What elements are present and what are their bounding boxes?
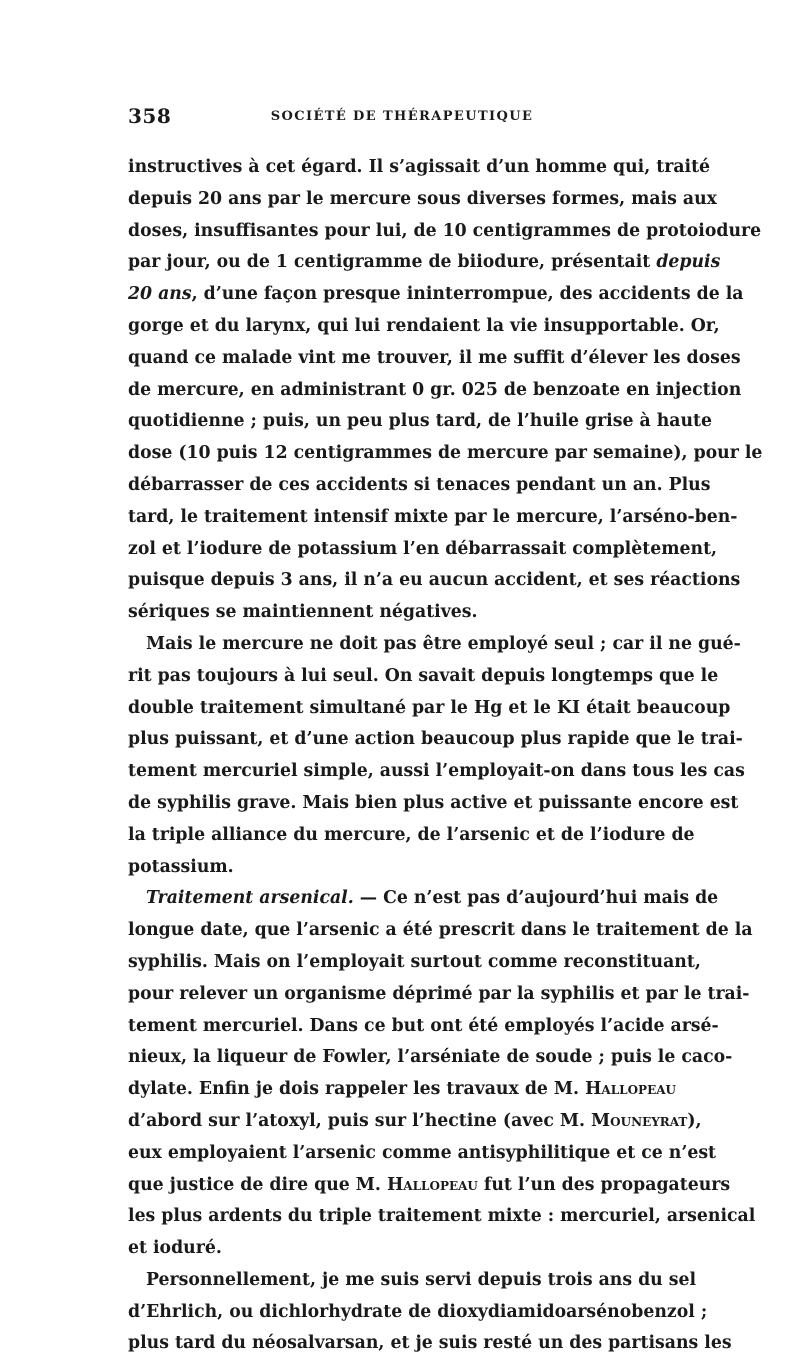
text-line: pour relever un organisme déprimé par la syphilis et par le trai- [128,983,750,1004]
author-name: Mouneyrat [591,1110,688,1131]
text-line: plus tard du néosalvarsan, et je suis resté un des partisans les [128,1333,732,1354]
text-line: les plus ardents du triple traitement mixte : mercuriel, arsenical [128,1206,756,1227]
text-line [128,1170,731,1202]
text-segment: 20 [128,284,153,305]
text-line: et ioduré. [128,1238,222,1259]
section-heading: Traitement arsenical. [146,888,354,909]
text-line [128,1074,676,1106]
author-name: Hallopeau [585,1079,677,1100]
text-line: syphilis. Mais on l’employait surtout comme reconstituant, [128,951,701,972]
text-line: Personnellement, je me suis servi depuis trois ans du sel [146,1269,697,1290]
text-segment: d’abord sur l’atoxyl, puis sur l’hectine (avec M. [128,1110,586,1131]
text-line [128,1106,702,1138]
text-line [128,279,744,311]
text-segment: fut l’un des propagateurs [477,1174,731,1195]
text-line: tard, le traitement intensif mixte par le mercure, l’arséno-ben- [128,506,738,527]
text-line: longue date, que l’arsenic a été prescrit dans le traitement de la [128,920,753,941]
text-line: de syphilis grave. Mais bien plus active et puissante encore est [128,792,739,813]
page-number: 358 [128,104,172,128]
text-line: double traitement simultané par le Hg et le KI était beaucoup [128,697,731,718]
text-segment: , d’une façon presque ininterrompue, des accidents de la [191,284,744,305]
text-line: potassium. [128,856,234,877]
text-segment: par jour, ou de 1 centigramme de biiodure, présentait [128,252,651,273]
text-segment: — Ce n’est pas d’aujourd’hui mais de [353,888,719,909]
text-line: d’Ehrlich, ou dichlorhydrate de dioxydiamidoarsénobenzol ; [128,1301,708,1322]
italic-emphasis: depuis [656,252,721,273]
text-line: quotidienne ; puis, un peu plus tard, de l’huile grise à haute [128,411,712,432]
text-line: instructives à cet égard. Il s’agissait d’un homme qui, traité [128,157,711,177]
text-line: Mais le mercure ne doit pas être employé seul ; car il ne gué- [146,633,741,654]
text-line: tement mercuriel simple, aussi l’employait-on dans tous les cas [128,761,745,782]
text-line: eux employaient l’arsenic comme antisyphilitique et ce n’est [128,1142,717,1163]
text-segment: dylate. Enfin je dois rappeler les travaux de M. [128,1079,580,1100]
text-line: de mercure, en administrant 0 gr. 025 de benzoate en injection [128,379,742,400]
text-line: dose (10 puis 12 centigrammes de mercure par semaine), pour le [128,443,763,464]
text-line: la triple alliance du mercure, de l’arsenic et de l’iodure de [128,824,695,845]
text-line [128,883,719,915]
text-line: rit pas toujours à lui seul. On savait depuis longtemps que le [128,665,719,686]
text-line: nieux, la liqueur de Fowler, l’arséniate de soude ; puis le caco- [128,1047,733,1068]
text-segment: ), [687,1110,702,1131]
text-segment: que justice de dire que M. [128,1174,381,1195]
text-line: quand ce malade vint me trouver, il me suffit d’élever les doses [128,347,741,368]
body-text [128,152,763,1360]
author-name: Hallopeau [386,1174,478,1195]
text-line: débarrasser de ces accidents si tenaces pendant un an. Plus [128,474,711,495]
text-line: sériques se maintiennent négatives. [128,602,478,623]
italic-emphasis [128,284,192,304]
text-line: doses, insuffisantes pour lui, de 10 centigrammes de protoiodure [128,220,762,241]
page-header [128,104,676,134]
text-line [128,247,721,279]
text-line: tement mercuriel. Dans ce but ont été employés l’acide arsé- [128,1015,719,1036]
text-segment: ans [158,284,192,305]
running-title: SOCIÉTÉ DE THÉRAPEUTIQUE [270,109,534,124]
text-line: puisque depuis 3 ans, il n’a eu aucun accident, et ses réactions [128,570,741,591]
text-line: depuis 20 ans par le mercure sous diverses formes, mais aux [128,188,717,209]
text-line: gorge et du larynx, qui lui rendaient la vie insupportable. Or, [128,315,720,336]
text-line: plus puissant, et d’une action beaucoup plus rapide que le trai- [128,729,743,750]
text-line: zol et l’iodure de potassium l’en débarrassait complètement, [128,538,718,559]
